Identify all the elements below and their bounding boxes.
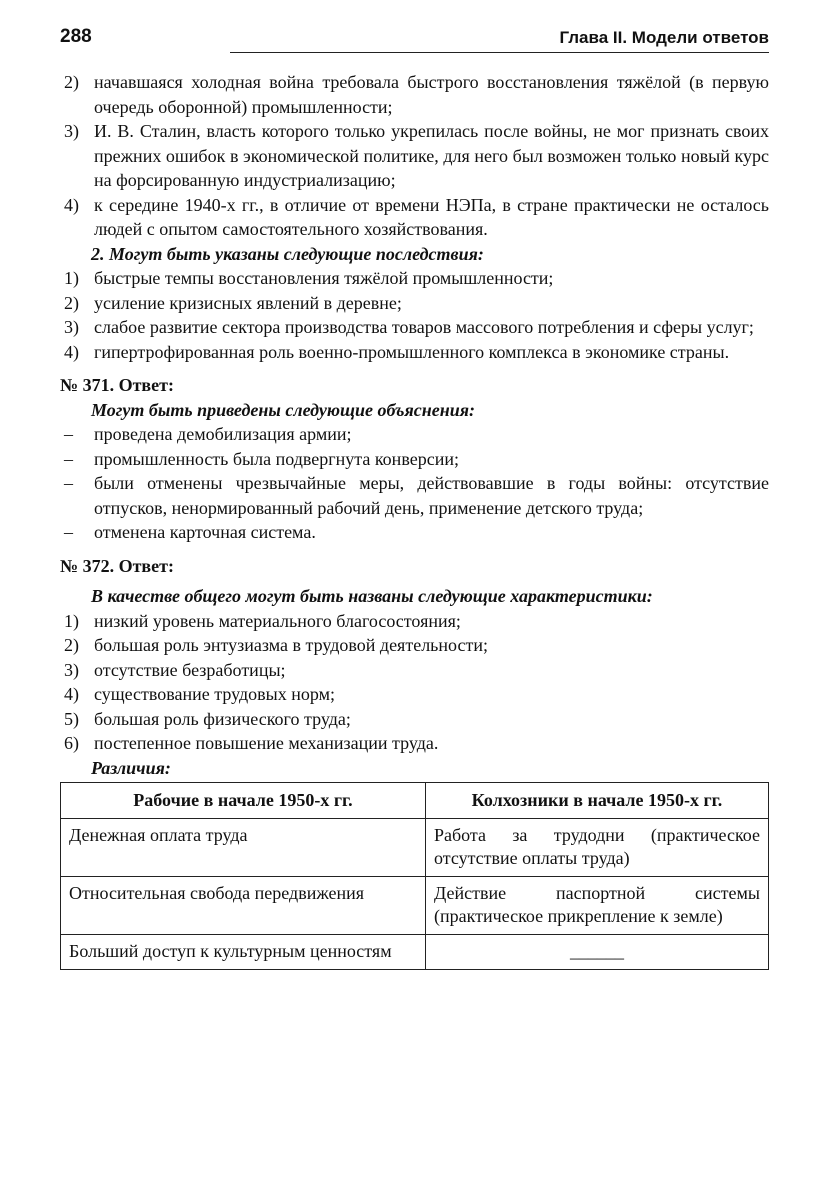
item-number: 2) [64, 72, 79, 92]
item-number: 4) [64, 684, 79, 704]
page-body [60, 70, 769, 970]
list-item [60, 731, 769, 756]
list-item [60, 70, 769, 119]
chapter-title: Глава II. Модели ответов [559, 28, 769, 47]
item-number: 4) [64, 194, 79, 215]
item-text: слабое развитие сектора производства товаров массового потребления и сферы услуг; [94, 317, 754, 337]
list-item [60, 266, 769, 291]
item-number: 3) [64, 659, 79, 680]
item-text: большая роль физического труда; [94, 708, 351, 729]
list-item [60, 633, 769, 658]
list-item [60, 707, 769, 732]
item-text: большая роль энтузиазма в трудовой деятельности; [94, 635, 488, 655]
table-header-cell: Рабочие в начале 1950-х гг. [61, 783, 426, 819]
table-cell: Больший доступ к культурным ценностям [61, 935, 426, 970]
item-dash: – [64, 424, 73, 444]
section-heading: Могут быть приведены следующие объяснения: [91, 399, 475, 420]
item-dash: – [64, 473, 73, 493]
item-number: 1) [64, 610, 79, 631]
question-title-372: № 372. Ответ: [60, 555, 174, 576]
section-heading: В качестве общего могут быть названы следующие характеристики: [91, 586, 653, 606]
item-text: промышленность была подвергнута конверсии; [94, 448, 459, 469]
list-item [60, 193, 769, 242]
item-text: были отменены чрезвычайные меры, действовавшие в годы войны: отсутствие отпусков, ненормированный рабочий день, применение детского труда; [94, 473, 769, 518]
table-cell: Денежная оплата труда [61, 819, 426, 877]
list-item [60, 609, 769, 634]
item-text: И. В. Сталин, власть которого только укрепилась после войны, не мог признать своих прежних ошибок в экономической политике, для него был возможен только новый курс на форсированную индустриализацию; [94, 121, 769, 190]
list-item [60, 682, 769, 707]
table-cell: Работа за трудодни (практическое отсутствие оплаты труда) [426, 819, 769, 877]
item-text: быстрые темпы восстановления тяжёлой промышленности; [94, 268, 554, 288]
table-header-cell: Колхозники в начале 1950-х гг. [426, 783, 769, 819]
item-text: проведена демобилизация армии; [94, 424, 352, 444]
question-title-371: № 371. Ответ: [60, 375, 174, 395]
section-heading: 2. Могут быть указаны следующие последствия: [91, 243, 484, 264]
table-row [61, 935, 769, 970]
item-text: гипертрофированная роль военно-промышленного комплекса в экономике страны. [94, 341, 730, 362]
item-number: 3) [64, 317, 79, 337]
item-number: 1) [64, 268, 79, 288]
header-rule [230, 52, 769, 53]
table-row [61, 819, 769, 877]
list-item [60, 291, 769, 316]
list-item [60, 520, 769, 545]
item-dash: – [64, 522, 73, 542]
page-number: 288 [60, 26, 92, 47]
item-text: отменена карточная система. [94, 522, 316, 542]
item-number: 4) [64, 341, 79, 362]
item-number: 3) [64, 121, 79, 141]
item-text: постепенное повышение механизации труда. [94, 733, 439, 753]
comparison-table [60, 782, 769, 970]
list-item [60, 119, 769, 193]
list-item [60, 471, 769, 520]
list-item [60, 422, 769, 447]
item-number: 6) [64, 733, 79, 753]
item-number: 2) [64, 292, 79, 313]
item-text: существование трудовых норм; [94, 684, 336, 704]
table-header-row [61, 783, 769, 819]
list-item [60, 447, 769, 472]
page-header [60, 22, 769, 54]
item-dash: – [64, 448, 73, 469]
table-cell-empty: ______ [426, 935, 769, 970]
list-item [60, 340, 769, 365]
list-item [60, 315, 769, 340]
item-text: к середине 1940-х гг., в отличие от времени НЭПа, в стране практически не осталось людей с опытом самостоятельного хозяйствования. [94, 194, 769, 239]
list-item [60, 658, 769, 683]
table-cell: Действие паспортной системы (практическое прикрепление к земле) [426, 877, 769, 935]
table-cell: Относительная свобода передвижения [61, 877, 426, 935]
item-number: 2) [64, 635, 79, 655]
item-text: отсутствие безработицы; [94, 659, 286, 680]
item-text: низкий уровень материального благосостояния; [94, 610, 461, 631]
item-text: начавшаяся холодная война требовала быстрого восстановления тяжёлой (в первую очередь оборонной) промышленности; [94, 72, 769, 117]
item-number: 5) [64, 708, 79, 729]
table-row [61, 877, 769, 935]
differences-label: Различия: [91, 757, 171, 778]
item-text: усиление кризисных явлений в деревне; [94, 292, 402, 313]
